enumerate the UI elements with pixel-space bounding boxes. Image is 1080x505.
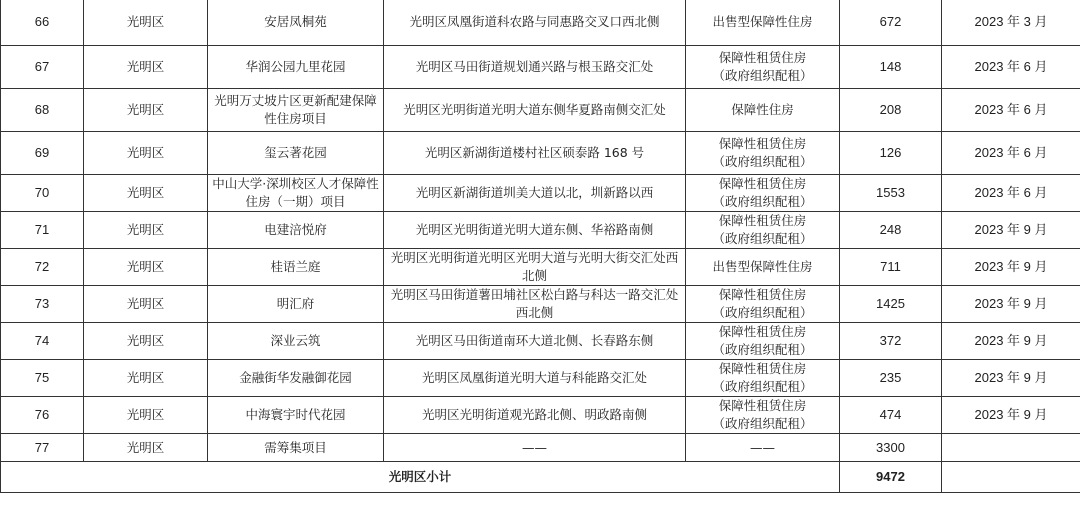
subtotal-label: 光明区小计 bbox=[1, 462, 840, 493]
project-name-cell: 深业云筑 bbox=[208, 323, 384, 360]
project-name-cell: 安居凤桐苑 bbox=[208, 0, 384, 46]
date-cell: 2023 年 3 月 bbox=[942, 0, 1080, 46]
project-name-cell: 明汇府 bbox=[208, 286, 384, 323]
location-cell: 光明区马田街道南环大道北侧、长春路东侧 bbox=[384, 323, 686, 360]
date-cell: 2023 年 9 月 bbox=[942, 397, 1080, 434]
unit-count-cell: 372 bbox=[840, 323, 942, 360]
date-cell bbox=[942, 434, 1080, 462]
date-cell: 2023 年 6 月 bbox=[942, 89, 1080, 132]
housing-type-cell: 保障性租赁住房 （政府组织配租） bbox=[686, 46, 840, 89]
table-body bbox=[1, 0, 1080, 493]
district-cell: 光明区 bbox=[84, 0, 208, 46]
district-cell: 光明区 bbox=[84, 360, 208, 397]
district-cell: 光明区 bbox=[84, 286, 208, 323]
date-cell: 2023 年 6 月 bbox=[942, 132, 1080, 175]
unit-count-cell: 248 bbox=[840, 212, 942, 249]
housing-type-cell: 保障性租赁住房 （政府组织配租） bbox=[686, 360, 840, 397]
location-cell: 光明区凤凰街道光明大道与科能路交汇处 bbox=[384, 360, 686, 397]
location-cell: 光明区马田街道薯田埔社区松白路与科达一路交汇处西北侧 bbox=[384, 286, 686, 323]
district-cell: 光明区 bbox=[84, 212, 208, 249]
project-name-cell: 需筹集项目 bbox=[208, 434, 384, 462]
table-row bbox=[1, 249, 1080, 286]
row-number: 72 bbox=[1, 249, 84, 286]
unit-count-cell: 474 bbox=[840, 397, 942, 434]
unit-count-cell: 1425 bbox=[840, 286, 942, 323]
table-row bbox=[1, 89, 1080, 132]
table-row bbox=[1, 434, 1080, 462]
housing-type-cell: 保障性租赁住房 （政府组织配租） bbox=[686, 397, 840, 434]
housing-type-cell: 保障性租赁住房 （政府组织配租） bbox=[686, 323, 840, 360]
housing-type-cell: 出售型保障性住房 bbox=[686, 249, 840, 286]
date-cell: 2023 年 9 月 bbox=[942, 360, 1080, 397]
housing-type-cell: —— bbox=[686, 434, 840, 462]
row-number: 75 bbox=[1, 360, 84, 397]
row-number: 74 bbox=[1, 323, 84, 360]
row-number: 70 bbox=[1, 175, 84, 212]
district-cell: 光明区 bbox=[84, 434, 208, 462]
row-number: 69 bbox=[1, 132, 84, 175]
row-number: 68 bbox=[1, 89, 84, 132]
date-cell: 2023 年 9 月 bbox=[942, 323, 1080, 360]
project-name-cell: 中山大学·深圳校区人才保障性住房（一期）项目 bbox=[208, 175, 384, 212]
unit-count-cell: 1553 bbox=[840, 175, 942, 212]
row-number: 71 bbox=[1, 212, 84, 249]
row-number: 77 bbox=[1, 434, 84, 462]
location-cell: 光明区新湖街道楼村社区硕泰路 168 号 bbox=[384, 132, 686, 175]
location-cell: 光明区新湖街道圳美大道以北，圳新路以西 bbox=[384, 175, 686, 212]
subtotal-row bbox=[1, 462, 1080, 493]
location-cell: —— bbox=[384, 434, 686, 462]
housing-type-cell: 保障性租赁住房 （政府组织配租） bbox=[686, 212, 840, 249]
unit-count-cell: 235 bbox=[840, 360, 942, 397]
unit-count-cell: 208 bbox=[840, 89, 942, 132]
housing-type-cell: 保障性租赁住房 （政府组织配租） bbox=[686, 286, 840, 323]
project-name-cell: 玺云著花园 bbox=[208, 132, 384, 175]
housing-type-cell: 保障性住房 bbox=[686, 89, 840, 132]
table-row bbox=[1, 360, 1080, 397]
location-cell: 光明区光明街道光明区光明大道与光明大街交汇处西北侧 bbox=[384, 249, 686, 286]
unit-count-cell: 126 bbox=[840, 132, 942, 175]
district-cell: 光明区 bbox=[84, 132, 208, 175]
housing-type-cell: 保障性租赁住房 （政府组织配租） bbox=[686, 175, 840, 212]
subtotal-date bbox=[942, 462, 1080, 493]
project-name-cell: 华润公园九里花园 bbox=[208, 46, 384, 89]
table-row bbox=[1, 286, 1080, 323]
location-cell: 光明区光明街道观光路北侧、明政路南侧 bbox=[384, 397, 686, 434]
district-cell: 光明区 bbox=[84, 323, 208, 360]
table-row bbox=[1, 132, 1080, 175]
project-name-cell: 电建涪悦府 bbox=[208, 212, 384, 249]
housing-type-cell: 出售型保障性住房 bbox=[686, 0, 840, 46]
district-cell: 光明区 bbox=[84, 175, 208, 212]
district-cell: 光明区 bbox=[84, 397, 208, 434]
district-cell: 光明区 bbox=[84, 46, 208, 89]
row-number: 67 bbox=[1, 46, 84, 89]
project-name-cell: 金融街华发融御花园 bbox=[208, 360, 384, 397]
location-cell: 光明区光明街道光明大道东侧、华裕路南侧 bbox=[384, 212, 686, 249]
location-cell: 光明区马田街道规划通兴路与根玉路交汇处 bbox=[384, 46, 686, 89]
district-cell: 光明区 bbox=[84, 89, 208, 132]
unit-count-cell: 672 bbox=[840, 0, 942, 46]
date-cell: 2023 年 9 月 bbox=[942, 286, 1080, 323]
project-name-cell: 中海寰宇时代花园 bbox=[208, 397, 384, 434]
project-name-cell: 光明万丈坡片区更新配建保障性住房项目 bbox=[208, 89, 384, 132]
table-row bbox=[1, 46, 1080, 89]
table-row bbox=[1, 323, 1080, 360]
unit-count-cell: 3300 bbox=[840, 434, 942, 462]
subtotal-count: 9472 bbox=[840, 462, 942, 493]
date-cell: 2023 年 9 月 bbox=[942, 249, 1080, 286]
row-number: 66 bbox=[1, 0, 84, 46]
date-cell: 2023 年 9 月 bbox=[942, 212, 1080, 249]
location-cell: 光明区凤凰街道科农路与同惠路交叉口西北侧 bbox=[384, 0, 686, 46]
housing-type-cell: 保障性租赁住房 （政府组织配租） bbox=[686, 132, 840, 175]
unit-count-cell: 711 bbox=[840, 249, 942, 286]
unit-count-cell: 148 bbox=[840, 46, 942, 89]
table-row bbox=[1, 175, 1080, 212]
table-row bbox=[1, 212, 1080, 249]
table-row bbox=[1, 0, 1080, 46]
project-name-cell: 桂语兰庭 bbox=[208, 249, 384, 286]
row-number: 76 bbox=[1, 397, 84, 434]
date-cell: 2023 年 6 月 bbox=[942, 175, 1080, 212]
location-cell: 光明区光明街道光明大道东侧华夏路南侧交汇处 bbox=[384, 89, 686, 132]
date-cell: 2023 年 6 月 bbox=[942, 46, 1080, 89]
district-cell: 光明区 bbox=[84, 249, 208, 286]
row-number: 73 bbox=[1, 286, 84, 323]
table-row bbox=[1, 397, 1080, 434]
